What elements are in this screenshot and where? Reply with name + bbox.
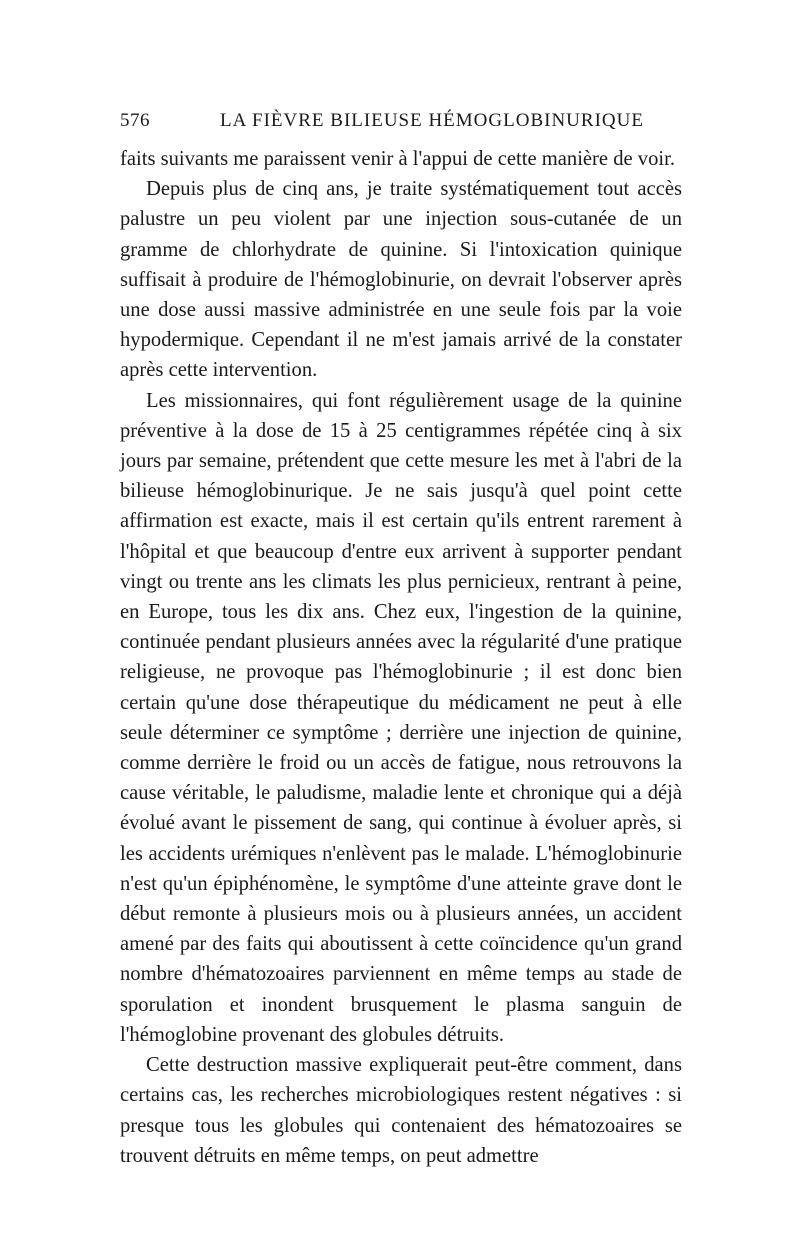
page-number: 576 <box>120 110 150 131</box>
body-text <box>120 144 682 1171</box>
paragraph-injection: Depuis plus de cinq ans, je traite systématiquement tout accès palustre un peu violent par une injection sous-cutanée de un gramme de chlorhydrate de quinine. Si l'intoxication quinique suffisait à produire de l'hémoglobinurie, on devrait l'observer après une dose aussi massive administrée en une seule fois par la voie hypodermique. Cependant il ne m'est jamais arrivé de la constater après cette intervention. <box>120 178 682 382</box>
book-page <box>120 110 682 1171</box>
running-head <box>120 110 682 144</box>
paragraph-missionaries: Les missionnaires, qui font régulièrement usage de la quinine préventive à la dose de 15 à 25 centigrammes répétée cinq à six jours par semaine, prétendent que cette mesure les met à l'abri de la bilieuse hémoglobinurique. Je ne sais jusqu'à quel point cette affirmation est exacte, mais il est certain qu'ils entrent rarement à l'hôpital et que beaucoup d'entre eux arrivent à supporter pendant vingt ou trente ans les climats les plus pernicieux, rentrant à peine, en Europe, tous les dix ans. Chez eux, l'ingestion de la quinine, continuée pendant plusieurs années avec la régularité d'une pratique religieuse, ne provoque pas l'hémoglobinurie ; il est donc bien certain qu'une dose thérapeutique du médicament ne peut à elle seule déterminer ce symptôme ; derrière une injection de quinine, comme derrière le froid ou un accès de fatigue, nous retrouvons la cause véritable, le paludisme, maladie lente et chronique qui a déjà évolué avant le pissement de sang, qui continue à évoluer après, si les accidents urémiques n'enlèvent pas le malade. L'hémoglobinurie n'est qu'un épiphénomène, le symptôme d'une atteinte grave dont le début remonte à plusieurs mois ou à plusieurs années, un accident amené par des faits qui aboutissent à cette coïncidence qu'un grand nombre d'hématozoaires parviennent en même temps au stade de sporulation et inondent brusquement le plasma sanguin de l'hémoglobine provenant des globules détruits. <box>120 389 682 1046</box>
paragraph-destruction: Cette destruction massive expliquerait peut-être comment, dans certains cas, les recherches microbiologiques restent négatives : si presque tous les globules qui contenaient des hématozoaires se trouvent détruits en même temps, on peut admettre <box>120 1054 682 1167</box>
running-title: LA FIÈVRE BILIEUSE HÉMOGLOBINURIQUE <box>220 110 644 131</box>
paragraph-continuation: faits suivants me paraissent venir à l'appui de cette manière de voir. <box>120 148 675 170</box>
